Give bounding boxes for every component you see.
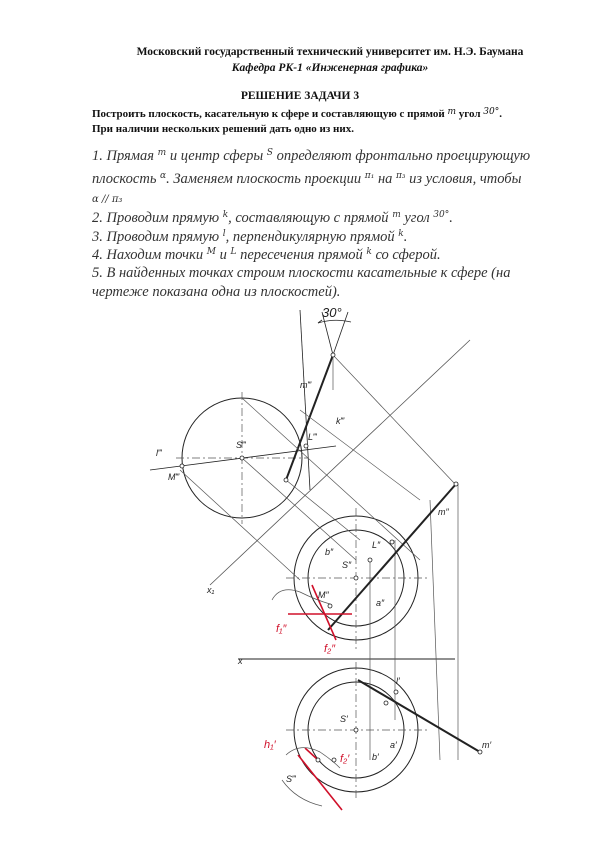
symbol-l: l — [222, 229, 226, 239]
symbol-condition: α // π₃ — [92, 194, 123, 205]
step-text: из условия, чтобы — [409, 171, 522, 187]
symbol-k: k — [222, 210, 229, 220]
label-S-1: S′ — [340, 714, 348, 724]
symbol-pi3: π₃ — [396, 171, 406, 181]
step-text: плоскость — [92, 171, 157, 187]
step-text: 1. Прямая — [92, 148, 155, 164]
step-text: , перпендикулярную прямой — [225, 229, 395, 245]
symbol-m: m — [392, 210, 401, 220]
step-text: определяют фронтально проецирующую — [276, 148, 531, 164]
symbol-k: k — [398, 229, 404, 239]
label-x1: x₁ — [207, 585, 215, 595]
task-angle-value: 30° — [483, 107, 500, 117]
label-m-1: m′ — [482, 740, 492, 750]
label-k-3: k‴ — [336, 416, 344, 426]
label-L-3: L‴ — [308, 432, 317, 442]
label-S-2: S″ — [342, 560, 352, 570]
construction-points — [180, 353, 482, 762]
step-text: 3. Проводим прямую — [92, 229, 220, 245]
label-h1-1: h₁′ — [264, 739, 276, 751]
label-l-3: l‴ — [156, 448, 162, 458]
step-text: 4. Находим точки — [92, 247, 204, 263]
label-L-2: L″ — [372, 540, 381, 550]
university-name: Московский государственный технический университет им. Н.Э. Баумана — [136, 46, 524, 58]
task-period: . — [499, 108, 502, 120]
step-text: на — [377, 171, 393, 187]
task-statement-line-2: При наличии нескольких решений дать одно из них. — [92, 123, 354, 135]
task-text: Построить плоскость, касательную к сфере и составляющую с прямой — [92, 108, 445, 120]
label-a-1: a′ — [390, 740, 397, 750]
line-m-1 — [358, 680, 480, 752]
label-angle-30: 30° — [322, 305, 342, 320]
step-text: 2. Проводим прямую — [92, 210, 220, 226]
label-x: x — [238, 656, 243, 666]
label-S-projection: S‴ — [286, 774, 296, 784]
label-b-1: b′ — [372, 752, 379, 762]
step-text: . Заменяем плоскость проекции — [166, 171, 362, 187]
label-m-2: m″ — [438, 507, 449, 517]
label-m-3: m‴ — [300, 380, 311, 390]
step-text: пересечения прямой — [240, 247, 363, 263]
label-f1-2: f₁″ — [276, 623, 287, 635]
label-S-3: S‴ — [236, 440, 246, 450]
line-m-2 — [328, 484, 456, 630]
label-b-2: b″ — [325, 547, 334, 557]
axis-x1 — [210, 340, 470, 585]
symbol-M: M — [206, 247, 216, 257]
symbol-angle: 30° — [433, 210, 450, 220]
symbol-s: S — [266, 148, 273, 158]
step-5-line-1: 5. В найденных точках строим плоскости касательные к сфере (на — [92, 265, 511, 281]
symbol-m: m — [157, 148, 167, 158]
department-name: Кафедра РК-1 «Инженерная графика» — [231, 62, 429, 74]
step-text: со сферой. — [375, 247, 441, 263]
step-5-line-2: чертеже показана одна из плоскостей). — [92, 284, 341, 300]
step-text: . — [403, 229, 408, 245]
page-title: РЕШЕНИЕ ЗАДАЧИ 3 — [240, 90, 360, 102]
symbol-pi1: π₁ — [364, 171, 375, 181]
label-M-2: M″ — [318, 590, 329, 600]
symbol-alpha: α — [160, 171, 167, 181]
step-text: и — [219, 247, 227, 263]
task-symbol-m: m — [447, 107, 457, 117]
symbol-L: L — [230, 247, 237, 257]
label-f2-2: f₂″ — [324, 643, 336, 655]
step-text: и центр сферы — [169, 148, 264, 164]
step-text: . — [449, 210, 453, 226]
task-text-angle: угол — [458, 108, 481, 120]
symbol-k: k — [366, 247, 372, 257]
label-a-2: a″ — [376, 598, 385, 608]
label-M-3: M‴ — [168, 472, 179, 482]
step-text: угол — [404, 210, 430, 226]
step-text: , составляющую с прямой — [228, 210, 389, 226]
label-f2-1: f₂′ — [340, 753, 350, 765]
label-l-1: l′ — [396, 676, 400, 686]
